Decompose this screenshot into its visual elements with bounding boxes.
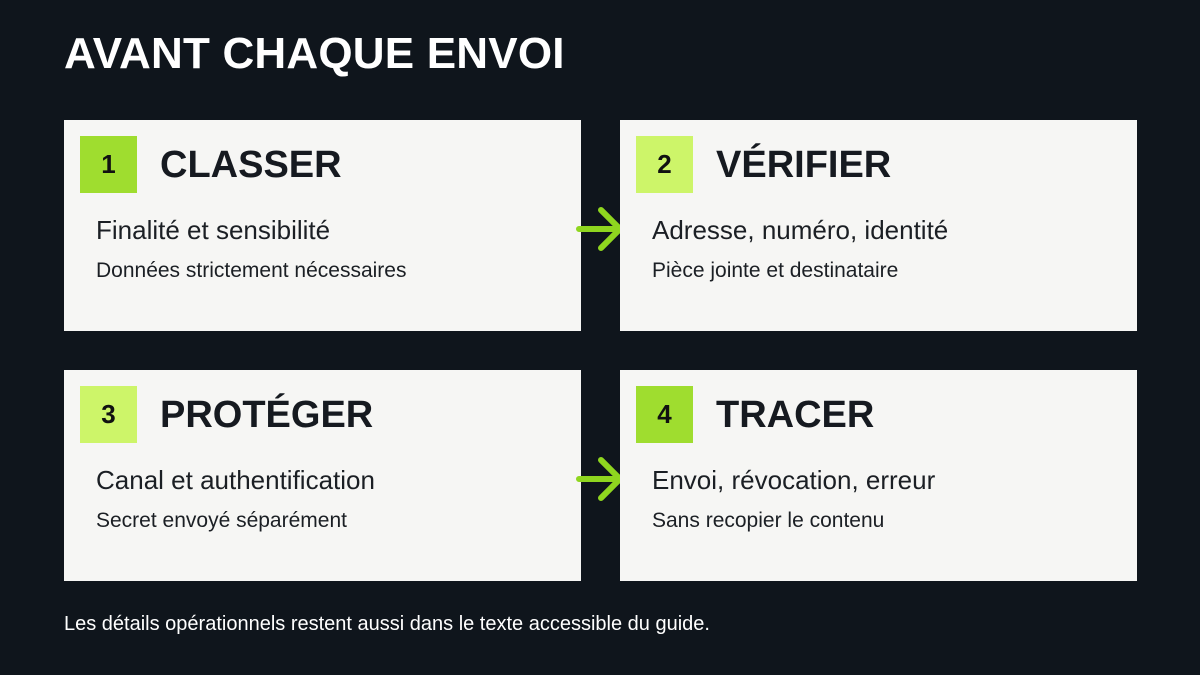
step-title: TRACER <box>716 394 875 436</box>
step-secondary-text: Données strictement nécessaires <box>96 259 407 282</box>
step-primary-text: Finalité et sensibilité <box>96 215 331 245</box>
step-title: VÉRIFIER <box>716 144 892 186</box>
step-secondary-text: Sans recopier le contenu <box>652 509 885 532</box>
step-number-badge: 1 <box>80 136 137 193</box>
step-card-classer <box>64 120 581 331</box>
step-card-tracer <box>620 370 1137 581</box>
page-title: AVANT CHAQUE ENVOI <box>64 29 565 78</box>
step-primary-text: Envoi, révocation, erreur <box>652 465 936 495</box>
step-number-badge: 2 <box>636 136 693 193</box>
step-secondary-text: Secret envoyé séparément <box>96 509 347 532</box>
step-primary-text: Canal et authentification <box>96 465 375 495</box>
step-card-proteger <box>64 370 581 581</box>
step-title: CLASSER <box>160 144 342 186</box>
step-card-verifier <box>620 120 1137 331</box>
step-number-badge: 4 <box>636 386 693 443</box>
footer-note: Les détails opérationnels restent aussi dans le texte accessible du guide. <box>64 613 710 635</box>
step-title: PROTÉGER <box>160 394 374 436</box>
step-number-badge: 3 <box>80 386 137 443</box>
step-primary-text: Adresse, numéro, identité <box>652 215 949 245</box>
step-secondary-text: Pièce jointe et destinataire <box>652 259 899 282</box>
